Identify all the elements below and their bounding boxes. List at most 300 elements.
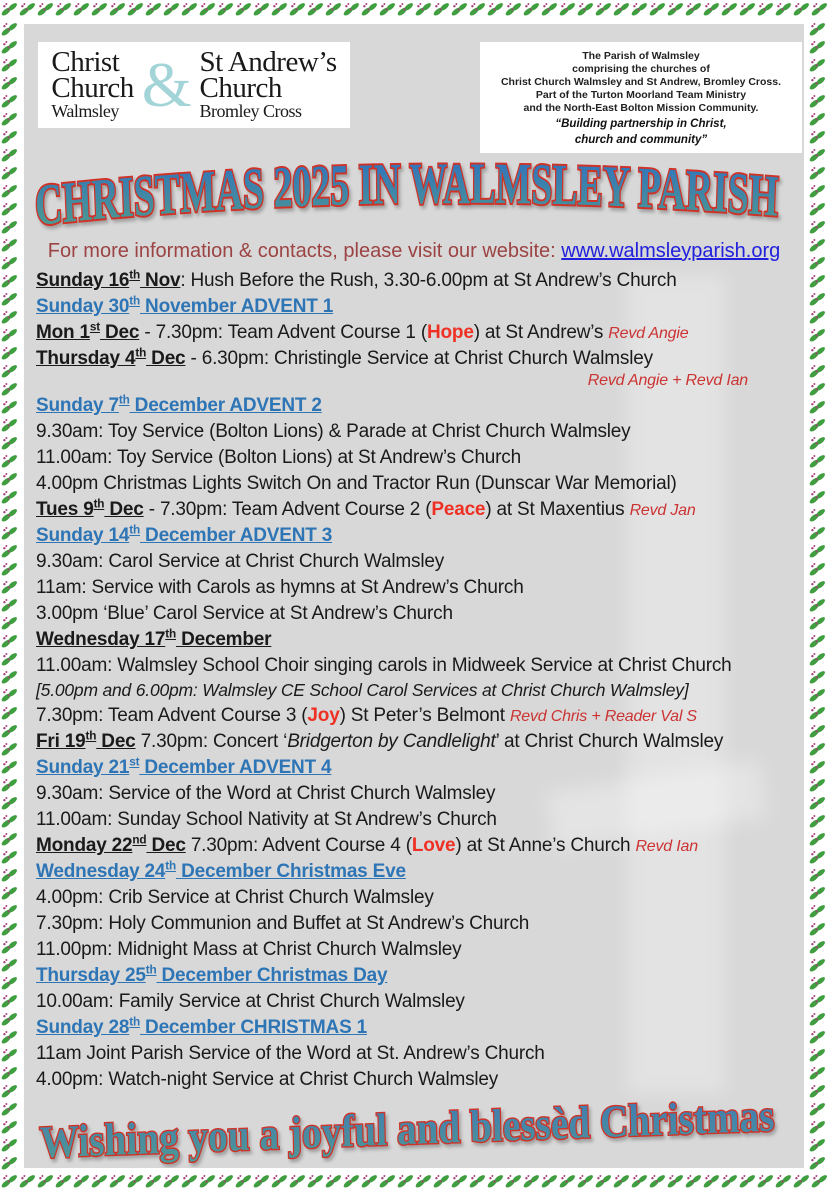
- holly-icon: [522, 0, 540, 18]
- holly-icon: [576, 1172, 594, 1190]
- schedule-line: [36, 859, 792, 885]
- schedule-line: [36, 885, 792, 911]
- holly-icon: [0, 596, 18, 614]
- holly-icon: [0, 722, 18, 740]
- holly-icon: [396, 1172, 414, 1190]
- holly-icon: [808, 416, 826, 434]
- holly-icon: [808, 938, 826, 956]
- holly-icon: [252, 0, 270, 18]
- text-segment: Revd Angie + Revd Ian: [587, 372, 748, 389]
- text-segment: Dec: [146, 348, 186, 369]
- holly-icon: [0, 1028, 18, 1046]
- text-segment: : Hush Before the Rush, 3.30-6.00pm at St Andrew’s Church: [180, 270, 677, 291]
- text-segment: Revd Ian: [635, 838, 698, 855]
- holly-icon: [720, 0, 738, 18]
- holly-icon: [808, 344, 826, 362]
- holly-icon: [0, 974, 18, 992]
- holly-icon: [808, 254, 826, 272]
- christ-church-logo-text: [51, 46, 134, 121]
- holly-icon: [18, 1172, 36, 1190]
- holly-icon: [808, 920, 826, 938]
- text-segment: November ADVENT 1: [139, 296, 334, 317]
- holly-icon: [180, 0, 198, 18]
- holly-icon: [808, 956, 826, 974]
- text-segment: th: [129, 268, 140, 282]
- holly-icon: [808, 146, 826, 164]
- holly-icon: [808, 902, 826, 920]
- holly-icon: [306, 0, 324, 18]
- holly-icon: [0, 578, 18, 596]
- parish-line: Christ Church Walmsley and St Andrew, Bromley Cross.: [500, 76, 782, 88]
- holly-icon: [808, 884, 826, 902]
- holly-icon: [234, 1172, 252, 1190]
- header-row: [24, 24, 804, 153]
- text-segment: 4.00pm: Crib Service at Christ Church Walmsley: [36, 887, 434, 908]
- holly-icon: [808, 830, 826, 848]
- holly-icon: [808, 308, 826, 326]
- holly-icon: [0, 434, 18, 452]
- holly-icon: [126, 0, 144, 18]
- holly-icon: [630, 0, 648, 18]
- text-segment: 11.00pm: Midnight Mass at Christ Church Walmsley: [36, 939, 462, 960]
- holly-icon: [808, 38, 826, 56]
- schedule-line: [36, 549, 792, 575]
- holly-icon: [216, 0, 234, 18]
- footer-wordart: [24, 1095, 804, 1167]
- holly-icon: [808, 1028, 826, 1046]
- holly-icon: [0, 632, 18, 650]
- holly-icon: [522, 1172, 540, 1190]
- holly-icon: [0, 776, 18, 794]
- holly-icon: [0, 344, 18, 362]
- holly-icon: [0, 416, 18, 434]
- text-segment: ) at St Anne’s Church: [455, 835, 636, 856]
- holly-icon: [0, 38, 18, 56]
- holly-icon: [0, 128, 18, 146]
- holly-icon: [72, 1172, 90, 1190]
- schedule-line: [36, 911, 792, 937]
- holly-icon: [808, 128, 826, 146]
- holly-icon: [432, 0, 450, 18]
- text-segment: Revd Jan: [629, 502, 696, 519]
- holly-icon: [558, 1172, 576, 1190]
- holly-icon: [808, 1154, 826, 1172]
- logo-right-line2: Church: [199, 72, 282, 104]
- holly-icon: [774, 1172, 792, 1190]
- holly-icon: [0, 992, 18, 1010]
- holly-icon: [808, 290, 826, 308]
- logo-right-line3: Bromley Cross: [199, 101, 302, 121]
- holly-icon: [0, 20, 18, 38]
- text-segment: - 6.30pm: Christingle Service at Christ Church Walmsley: [185, 348, 653, 369]
- holly-icon: [0, 146, 18, 164]
- holly-icon: [378, 1172, 396, 1190]
- holly-icon: [808, 524, 826, 542]
- holly-icon: [666, 1172, 684, 1190]
- holly-icon: [756, 1172, 774, 1190]
- text-segment: 11.00am: Walmsley School Choir singing carols in Midweek Service at Christ Church: [36, 655, 732, 676]
- footer-greeting: [24, 1095, 804, 1167]
- holly-icon: [0, 74, 18, 92]
- holly-icon: [0, 560, 18, 578]
- text-segment: 9.30am: Service of the Word at Christ Church Walmsley: [36, 783, 496, 804]
- holly-icon: [808, 668, 826, 686]
- holly-icon: [808, 650, 826, 668]
- text-segment: 11.00am: Sunday School Nativity at St Andrew’s Church: [36, 809, 497, 830]
- holly-icon: [808, 596, 826, 614]
- schedule-line: [36, 1067, 792, 1093]
- main-title-wordart: [24, 159, 804, 239]
- holly-icon: [808, 236, 826, 254]
- text-segment: December ADVENT 2: [129, 395, 322, 416]
- text-segment: Joy: [307, 705, 340, 726]
- text-segment: Fri 19: [36, 731, 86, 752]
- text-segment: December CHRISTMAS 1: [139, 1017, 367, 1038]
- text-segment: ) at St Maxentius: [485, 499, 630, 520]
- holly-icon: [0, 704, 18, 722]
- holly-icon: [0, 740, 18, 758]
- holly-icon: [0, 902, 18, 920]
- text-segment: th: [85, 729, 97, 743]
- holly-icon: [0, 758, 18, 776]
- holly-icon: [808, 110, 826, 128]
- holly-icon: [558, 0, 576, 18]
- holly-icon: [720, 1172, 738, 1190]
- text-segment: Peace: [431, 499, 486, 520]
- schedule-line: [36, 445, 792, 471]
- holly-icon: [144, 0, 162, 18]
- holly-icon: [808, 740, 826, 758]
- holly-icon: [288, 1172, 306, 1190]
- holly-icon: [0, 848, 18, 866]
- holly-icon: [0, 866, 18, 884]
- text-segment: Dec: [99, 322, 140, 343]
- holly-icon: [198, 1172, 216, 1190]
- holly-icon: [0, 1046, 18, 1064]
- text-segment: Wednesday 24: [36, 861, 166, 882]
- holly-icon: [0, 686, 18, 704]
- schedule-line: [36, 393, 792, 419]
- schedule-line: [36, 601, 792, 627]
- text-segment: Sunday 28: [36, 1017, 130, 1038]
- ampersand-glyph: &: [141, 49, 192, 120]
- text-segment: Sunday 7: [36, 395, 119, 416]
- schedule-line: [36, 294, 792, 320]
- schedule-line: [36, 653, 792, 679]
- holly-icon: [0, 236, 18, 254]
- holly-icon: [756, 0, 774, 18]
- holly-icon: [468, 1172, 486, 1190]
- holly-icon: [18, 0, 36, 18]
- holly-icon: [108, 1172, 126, 1190]
- holly-icon: [504, 0, 522, 18]
- schedule-line: [36, 989, 792, 1015]
- text-segment: Monday 22: [36, 835, 133, 856]
- holly-icon: [396, 0, 414, 18]
- holly-icon: [324, 0, 342, 18]
- holly-icon: [0, 110, 18, 128]
- holly-icon: [0, 1082, 18, 1100]
- holly-icon: [594, 0, 612, 18]
- holly-icon: [684, 0, 702, 18]
- holly-icon: [594, 1172, 612, 1190]
- schedule-line: [36, 346, 792, 372]
- schedule-line: [36, 471, 792, 497]
- text-segment: th: [93, 497, 105, 511]
- schedule-line: [36, 755, 792, 781]
- holly-icon: [0, 380, 18, 398]
- flyer-content: [24, 24, 804, 1168]
- logo-left-line1: Christ: [51, 46, 120, 78]
- holly-icon: [198, 0, 216, 18]
- logo-left-line2: Church: [51, 72, 134, 104]
- holly-icon: [792, 1172, 810, 1190]
- holly-icon: [540, 0, 558, 18]
- holly-icon: [0, 1010, 18, 1028]
- text-segment: Sunday 14: [36, 525, 130, 546]
- holly-icon: [808, 542, 826, 560]
- holly-icon: [808, 974, 826, 992]
- text-segment: Revd Chris + Reader Val S: [509, 708, 697, 725]
- parish-description-box: [480, 42, 802, 153]
- holly-icon: [162, 0, 180, 18]
- text-segment: Revd Angie: [608, 325, 689, 342]
- schedule-line: [36, 419, 792, 445]
- text-segment: ) St Peter’s Belmont: [339, 705, 510, 726]
- text-segment: Sunday 30: [36, 296, 130, 317]
- website-link[interactable]: www.walmsleyparish.org: [561, 240, 781, 262]
- holly-icon: [0, 884, 18, 902]
- text-segment: 7.30pm: Advent Course 4 (: [185, 835, 412, 856]
- footer-greeting-text: Wishing you a joyful and blessèd Christmas: [39, 1095, 774, 1167]
- text-segment: ’ at Christ Church Walmsley: [495, 731, 724, 752]
- text-segment: th: [165, 627, 176, 641]
- text-segment: th: [129, 523, 140, 537]
- holly-icon: [342, 0, 360, 18]
- holly-icon: [486, 0, 504, 18]
- logo-left-line3: Walmsley: [51, 101, 119, 121]
- text-segment: 11am: Service with Carols as hymns at St Andrew’s Church: [36, 577, 524, 598]
- holly-icon: [0, 542, 18, 560]
- events-schedule: [24, 263, 804, 1093]
- holly-icon: [414, 1172, 432, 1190]
- holly-icon: [808, 506, 826, 524]
- holly-icon: [0, 812, 18, 830]
- text-segment: th: [165, 859, 176, 873]
- holly-icon: [702, 0, 720, 18]
- text-segment: 7.30pm: Holy Communion and Buffet at St Andrew’s Church: [36, 913, 530, 934]
- text-segment: December Christmas Eve: [175, 861, 406, 882]
- holly-icon: [0, 218, 18, 236]
- holly-icon: [0, 1136, 18, 1154]
- holly-icon: [0, 650, 18, 668]
- info-text: For more information & contacts, please visit our website:: [47, 240, 562, 262]
- holly-icon: [576, 0, 594, 18]
- holly-icon: [808, 488, 826, 506]
- schedule-line: [36, 627, 792, 653]
- churches-logo: [38, 42, 350, 128]
- text-segment: Dec: [104, 499, 144, 520]
- holly-icon: [0, 470, 18, 488]
- schedule-line: [36, 268, 792, 294]
- holly-icon: [126, 1172, 144, 1190]
- holly-icon: [808, 362, 826, 380]
- text-segment: th: [129, 294, 140, 308]
- schedule-line: [36, 833, 792, 859]
- text-segment: Tues 9: [36, 499, 94, 520]
- text-segment: Sunday 16: [36, 270, 130, 291]
- text-segment: December Christmas Day: [156, 965, 388, 986]
- holly-icon: [774, 0, 792, 18]
- holly-icon: [90, 1172, 108, 1190]
- schedule-line: [36, 320, 792, 346]
- holly-icon: [808, 866, 826, 884]
- holly-icon: [0, 362, 18, 380]
- holly-icon: [0, 0, 18, 18]
- text-segment: - 7.30pm: Team Advent Course 1 (: [139, 322, 427, 343]
- text-segment: Hope: [427, 322, 474, 343]
- holly-icon: [0, 290, 18, 308]
- holly-icon: [808, 1010, 826, 1028]
- main-title: [24, 159, 804, 239]
- schedule-line: [36, 1041, 792, 1067]
- holly-icon: [288, 0, 306, 18]
- holly-icon: [54, 0, 72, 18]
- holly-icon: [306, 1172, 324, 1190]
- text-segment: December: [175, 629, 272, 650]
- holly-icon: [808, 200, 826, 218]
- holly-icon: [540, 1172, 558, 1190]
- holly-icon: [450, 0, 468, 18]
- holly-icon: [108, 0, 126, 18]
- holly-icon: [324, 1172, 342, 1190]
- schedule-line: [36, 679, 792, 703]
- text-segment: st: [129, 755, 140, 769]
- text-segment: th: [129, 1015, 140, 1029]
- holly-icon: [808, 164, 826, 182]
- holly-icon: [808, 452, 826, 470]
- holly-icon: [0, 182, 18, 200]
- main-title-text: CHRISTMAS 2025 IN WALMSLEY PARISH: [33, 159, 781, 238]
- holly-icon: [0, 200, 18, 218]
- holly-icon: [808, 1082, 826, 1100]
- text-segment: - 7.30pm: Team Advent Course 2 (: [143, 499, 432, 520]
- holly-icon: [504, 1172, 522, 1190]
- schedule-line: [36, 781, 792, 807]
- holly-icon: [486, 1172, 504, 1190]
- holly-icon: [808, 1136, 826, 1154]
- holly-icon: [90, 0, 108, 18]
- holly-icon: [808, 56, 826, 74]
- holly-icon: [810, 0, 828, 18]
- text-segment: [5.00pm and 6.00pm: Walmsley CE School Carol Services at Christ Church Walmsley]: [36, 680, 689, 700]
- schedule-line: [36, 729, 792, 755]
- holly-icon: [684, 1172, 702, 1190]
- parish-motto-line2: church and community”: [574, 134, 708, 146]
- holly-icon: [808, 776, 826, 794]
- holly-icon: [808, 182, 826, 200]
- holly-icon: [0, 308, 18, 326]
- text-segment: 11.00am: Toy Service (Bolton Lions) at St Andrew’s Church: [36, 447, 521, 468]
- holly-icon: [612, 0, 630, 18]
- holly-icon: [0, 938, 18, 956]
- holly-icon: [0, 452, 18, 470]
- info-line: [24, 240, 804, 263]
- holly-icon: [808, 272, 826, 290]
- holly-icon: [808, 632, 826, 650]
- holly-icon: [792, 0, 810, 18]
- parish-line: and the North-East Bolton Mission Community.: [523, 102, 759, 114]
- holly-icon: [0, 272, 18, 290]
- holly-icon: [144, 1172, 162, 1190]
- holly-icon: [808, 1118, 826, 1136]
- holly-icon: [378, 0, 396, 18]
- holly-icon: [0, 524, 18, 542]
- holly-icon: [0, 254, 18, 272]
- holly-icon: [808, 1046, 826, 1064]
- schedule-line: [36, 575, 792, 601]
- holly-icon: [0, 506, 18, 524]
- holly-icon: [0, 326, 18, 344]
- holly-icon: [808, 434, 826, 452]
- text-segment: st: [89, 320, 100, 334]
- text-segment: Mon 1: [36, 322, 90, 343]
- text-segment: 7.30pm: Team Advent Course 3 (: [36, 705, 308, 726]
- schedule-line: [36, 807, 792, 833]
- holly-icon: [342, 1172, 360, 1190]
- st-andrews-logo-text: [199, 46, 337, 121]
- holly-icon: [808, 758, 826, 776]
- text-segment: 4.00pm: Watch-night Service at Christ Church Walmsley: [36, 1069, 499, 1090]
- holly-icon: [0, 920, 18, 938]
- holly-icon: [0, 1154, 18, 1172]
- holly-icon: [0, 830, 18, 848]
- text-segment: 10.00am: Family Service at Christ Church Walmsley: [36, 991, 465, 1012]
- holly-icon: [808, 1064, 826, 1082]
- holly-icon: [648, 0, 666, 18]
- text-segment: Thursday 25: [36, 965, 146, 986]
- text-segment: 7.30pm: Concert ‘: [135, 731, 288, 752]
- parish-line: The Parish of Walmsley: [582, 50, 700, 62]
- holly-icon: [666, 0, 684, 18]
- text-segment: 9.30am: Toy Service (Bolton Lions) & Parade at Christ Church Walmsley: [36, 421, 631, 442]
- holly-icon: [234, 0, 252, 18]
- holly-icon: [36, 1172, 54, 1190]
- text-segment: Wednesday 17: [36, 629, 166, 650]
- holly-border-top: [0, 0, 828, 20]
- holly-icon: [0, 794, 18, 812]
- holly-icon: [808, 92, 826, 110]
- holly-border-bottom: [0, 1172, 828, 1192]
- holly-border-right: [808, 20, 828, 1172]
- holly-icon: [270, 1172, 288, 1190]
- holly-icon: [54, 1172, 72, 1190]
- text-segment: Sunday 21: [36, 757, 130, 778]
- holly-icon: [0, 614, 18, 632]
- holly-icon: [216, 1172, 234, 1190]
- holly-icon: [0, 1118, 18, 1136]
- text-segment: Bridgerton by Candlelight: [287, 731, 496, 752]
- parish-motto-line1: “Building partnership in Christ,: [555, 118, 727, 130]
- schedule-line: [36, 523, 792, 549]
- holly-icon: [360, 0, 378, 18]
- holly-icon: [808, 326, 826, 344]
- holly-icon: [360, 1172, 378, 1190]
- schedule-line: [36, 703, 792, 729]
- parish-line: Part of the Turton Moorland Team Ministry: [535, 89, 747, 101]
- holly-icon: [72, 0, 90, 18]
- holly-icon: [0, 1064, 18, 1082]
